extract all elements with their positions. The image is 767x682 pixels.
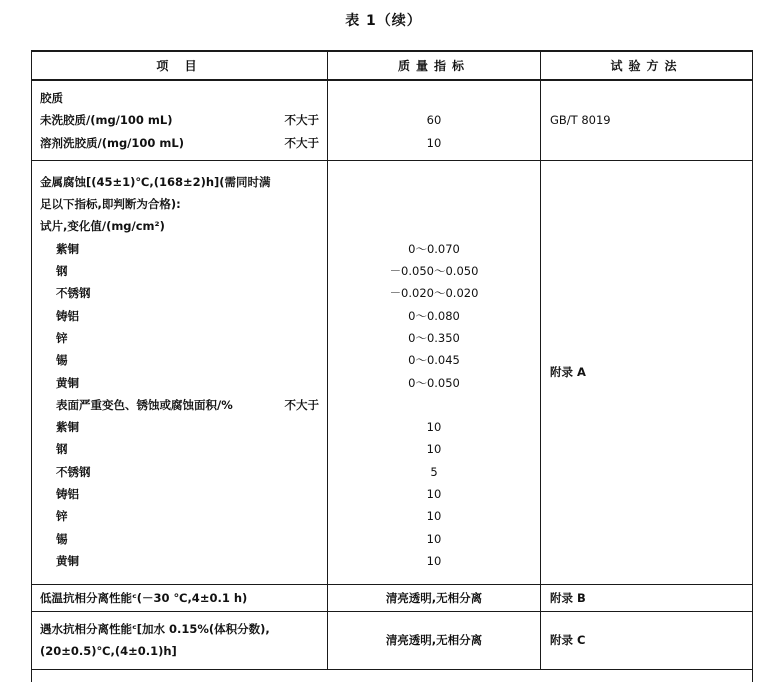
gum-solvent-washed-value: 10 <box>426 135 442 150</box>
header-item: 项 目 <box>32 51 328 80</box>
water-value-cell <box>328 611 541 669</box>
area-title-row <box>40 394 319 416</box>
change-item-copper: 紫铜 <box>56 241 79 256</box>
area-item-brass: 黄铜 <box>56 553 79 568</box>
table-row-water <box>32 611 753 669</box>
change-value-cast-aluminum: 0～0.080 <box>408 308 460 323</box>
area-item-stainless: 不锈钢 <box>56 464 91 479</box>
corrosion-title-line2: 足以下指标,即判断为合格): <box>40 197 181 212</box>
change-item-zinc: 锌 <box>56 330 68 345</box>
low-temp-item-cell <box>32 584 328 611</box>
gum-unwashed-value: 60 <box>426 113 442 128</box>
gum-row-unwashed <box>40 109 319 131</box>
area-title: 表面严重变色、锈蚀或腐蚀面积/% <box>56 397 233 412</box>
change-item-tin: 锡 <box>56 353 68 368</box>
low-temp-value-cell <box>328 584 541 611</box>
corrosion-subtitle: 试片,变化值/(mg/cm²) <box>40 219 165 234</box>
table-row-continued <box>32 669 753 682</box>
gum-method-cell <box>541 80 753 160</box>
change-value-tin: 0～0.045 <box>408 353 460 368</box>
area-value-zinc: 10 <box>426 509 442 524</box>
gum-row-solvent-washed <box>40 132 319 154</box>
corrosion-method: 附录 A <box>550 365 586 380</box>
change-item-cast-aluminum: 铸铝 <box>56 308 79 323</box>
water-method: 附录 C <box>550 633 586 648</box>
change-value-steel: －0.050～0.050 <box>389 264 479 279</box>
gum-title: 胶质 <box>40 91 63 105</box>
change-value-brass: 0～0.050 <box>408 375 460 390</box>
corrosion-method-cell <box>541 160 753 584</box>
gum-method: GB/T 8019 <box>550 113 611 128</box>
change-item-steel: 钢 <box>56 264 68 279</box>
low-temp-method: 附录 B <box>550 590 586 605</box>
water-item-line2: (20±0.5)℃,(4±0.1)h] <box>40 644 177 659</box>
area-value-tin: 10 <box>426 531 442 546</box>
gum-solvent-washed-limit: 不大于 <box>284 135 319 150</box>
area-value-steel: 10 <box>426 442 442 457</box>
continued-cell <box>32 669 753 682</box>
water-value: 清亮透明,无相分离 <box>385 633 483 648</box>
area-item-steel: 钢 <box>56 442 68 457</box>
area-item-tin: 锡 <box>56 531 68 546</box>
low-temp-method-cell <box>541 584 753 611</box>
water-method-cell <box>541 611 753 669</box>
header-test-method: 试验方法 <box>541 51 753 80</box>
change-item-stainless: 不锈钢 <box>56 286 91 301</box>
gum-item-cell <box>32 80 328 160</box>
change-item-brass: 黄铜 <box>56 375 79 390</box>
header-quality-index: 质量指标 <box>328 51 541 80</box>
low-temp-item: 低温抗相分离性能ᶜ(－30 ℃,4±0.1 h) <box>40 590 248 605</box>
change-value-stainless: －0.020～0.020 <box>389 286 479 301</box>
water-item-line1: 遇水抗相分离性能ᶜ[加水 0.15%(体积分数), <box>40 622 270 637</box>
low-temp-value: 清亮透明,无相分离 <box>385 590 483 605</box>
table-row-gum <box>32 80 753 160</box>
gum-unwashed-label: 未洗胶质/(mg/100 mL) <box>40 113 173 128</box>
area-item-cast-aluminum: 铸铝 <box>56 487 79 502</box>
table-row-low-temp <box>32 584 753 611</box>
table-caption: 表 1（续） <box>345 13 422 29</box>
change-value-copper: 0～0.070 <box>408 241 460 256</box>
corrosion-value-cell <box>328 160 541 584</box>
water-item-cell <box>32 611 328 669</box>
spec-table <box>31 50 752 682</box>
area-value-brass: 10 <box>426 553 442 568</box>
gum-value-cell <box>328 80 541 160</box>
area-value-stainless: 5 <box>430 464 438 479</box>
table-row-corrosion <box>32 160 753 584</box>
corrosion-title-line1: 金属腐蚀[(45±1)℃,(168±2)h](需同时满 <box>40 174 271 189</box>
area-value-cast-aluminum: 10 <box>426 487 442 502</box>
area-item-copper: 紫铜 <box>56 420 79 435</box>
gum-unwashed-limit: 不大于 <box>284 113 319 128</box>
corrosion-item-cell <box>32 160 328 584</box>
gum-solvent-washed-label: 溶剂洗胶质/(mg/100 mL) <box>40 135 184 150</box>
area-value-copper: 10 <box>426 420 442 435</box>
change-value-zinc: 0～0.350 <box>408 330 460 345</box>
table-header-row <box>32 51 753 80</box>
area-item-zinc: 锌 <box>56 509 68 524</box>
area-limit: 不大于 <box>284 397 319 412</box>
